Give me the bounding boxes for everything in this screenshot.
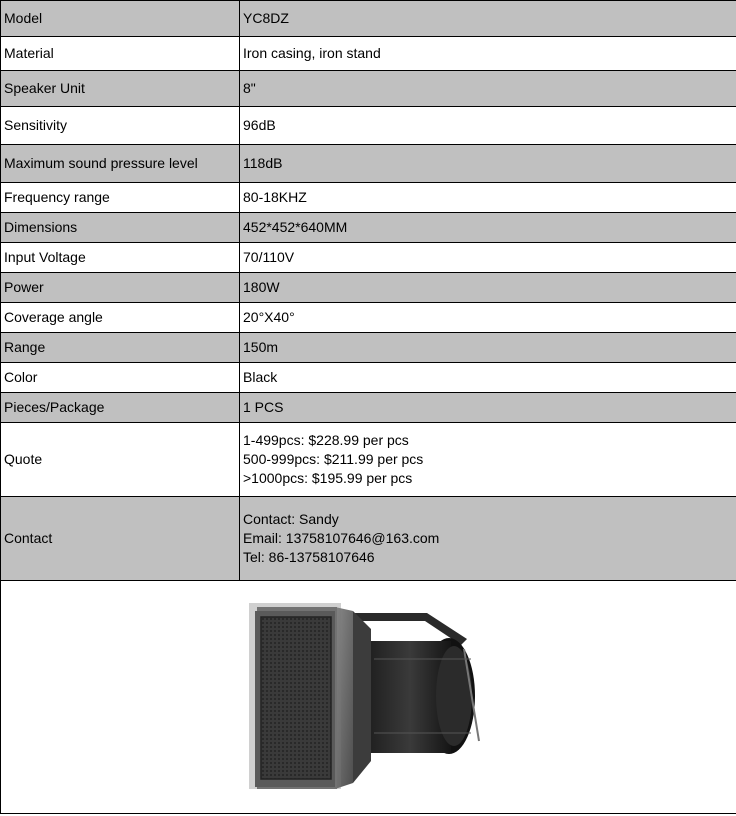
quote-lines: [240, 423, 736, 497]
spec-value: 180W: [240, 273, 736, 303]
spec-row-coverage-angle: [1, 303, 736, 333]
spec-label: Input Voltage: [1, 243, 240, 273]
product-image-row: [1, 581, 736, 814]
spec-label: Maximum sound pressure level: [1, 145, 240, 183]
spec-row-sensitivity: [1, 107, 736, 145]
spec-label: Coverage angle: [1, 303, 240, 333]
spec-row-model: [1, 1, 736, 37]
quote-line: >1000pcs: $195.99 per pcs: [243, 470, 413, 486]
spec-value: 118dB: [240, 145, 736, 183]
spec-row-pieces-package: [1, 393, 736, 423]
spec-label: Model: [1, 1, 240, 37]
spec-label: Speaker Unit: [1, 71, 240, 107]
spec-label: Contact: [1, 497, 240, 581]
spec-label: Material: [1, 37, 240, 71]
spec-value: YC8DZ: [240, 1, 736, 37]
contact-lines: [240, 497, 736, 581]
spec-value: 70/110V: [240, 243, 736, 273]
spec-label: Power: [1, 273, 240, 303]
contact-phone: Tel: 86-13758107646: [243, 549, 375, 565]
spec-row-contact: [1, 497, 736, 581]
contact-email: Email: 13758107646@163.com: [243, 530, 440, 546]
spec-label: Range: [1, 333, 240, 363]
spec-row-material: [1, 37, 736, 71]
spec-row-max-spl: [1, 145, 736, 183]
spec-row-color: [1, 363, 736, 393]
spec-row-range: [1, 333, 736, 363]
spec-row-dimensions: [1, 213, 736, 243]
contact-line: Contact: Sandy: [243, 511, 339, 527]
spec-label: Pieces/Package: [1, 393, 240, 423]
spec-value: 96dB: [240, 107, 736, 145]
spec-row-quote: [1, 423, 736, 497]
spec-value: 150m: [240, 333, 736, 363]
spec-value: 452*452*640MM: [240, 213, 736, 243]
spec-label: Sensitivity: [1, 107, 240, 145]
spec-value: 20°X40°: [240, 303, 736, 333]
horn-speaker-image: [249, 601, 499, 791]
spec-value: Iron casing, iron stand: [240, 37, 736, 71]
spec-value: 80-18KHZ: [240, 183, 736, 213]
spec-label: Color: [1, 363, 240, 393]
product-image-cell: [1, 581, 736, 814]
spec-row-speaker-unit: [1, 71, 736, 107]
spec-value: 1 PCS: [240, 393, 736, 423]
spec-row-frequency-range: [1, 183, 736, 213]
spec-row-input-voltage: [1, 243, 736, 273]
spec-row-power: [1, 273, 736, 303]
quote-line: 1-499pcs: $228.99 per pcs: [243, 432, 409, 448]
spec-value: 8": [240, 71, 736, 107]
spec-label: Dimensions: [1, 213, 240, 243]
spec-value: Black: [240, 363, 736, 393]
spec-label: Quote: [1, 423, 240, 497]
quote-line: 500-999pcs: $211.99 per pcs: [243, 451, 424, 467]
spec-label: Frequency range: [1, 183, 240, 213]
